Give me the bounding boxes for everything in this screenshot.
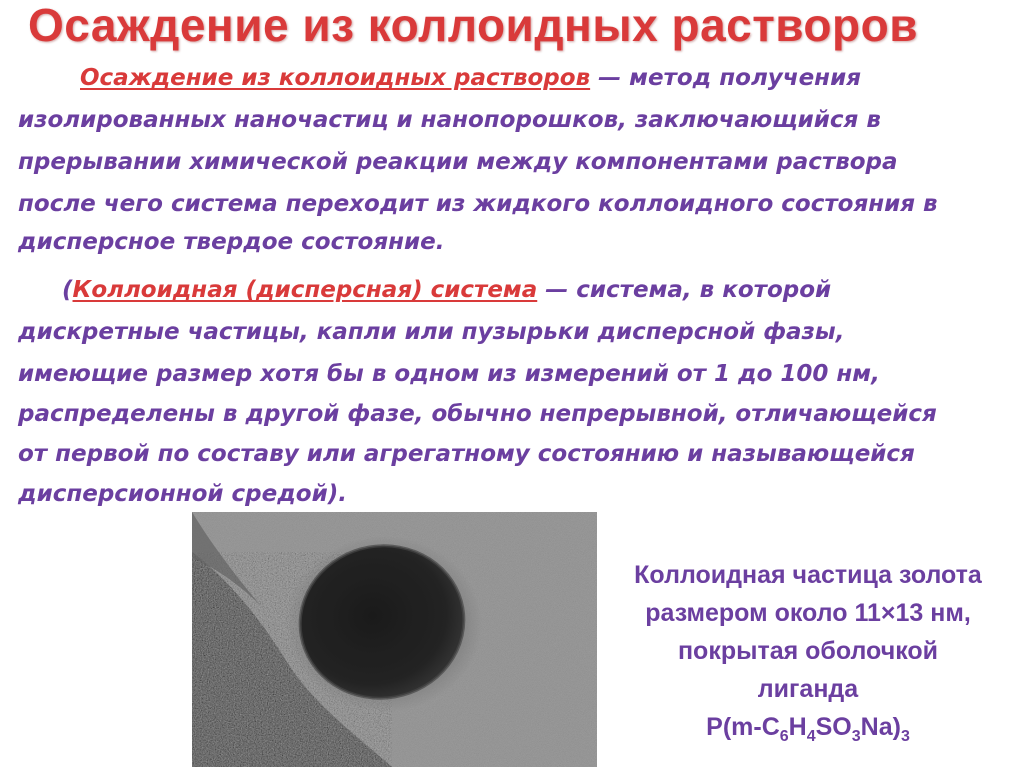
definition2-line-6: дисперсионной средой). — [18, 481, 347, 507]
definition2-line-3: имеющие размер хотя бы в одном из измерений от 1 до 100 нм, — [18, 361, 880, 387]
definition2-line-4: распределены в другой фазе, обычно непрерывной, отличающейся — [18, 401, 937, 427]
definition1-line-4: после чего система переходит из жидкого коллоидного состояния в — [18, 191, 938, 217]
definition1-term: Осаждение из коллоидных растворов — [80, 65, 591, 91]
caption-line-3: покрытая оболочкой — [677, 637, 939, 665]
caption-line-4: лиганда — [757, 675, 859, 703]
definition1-line-1 — [80, 58, 861, 98]
figure-caption — [588, 556, 1024, 756]
definition2-line-2: дискретные частицы, капли или пузырьки дисперсной фазы, — [18, 319, 845, 345]
definition2-text: — система, в которой — [545, 277, 832, 303]
microscopy-image — [192, 512, 597, 767]
caption-formula: $P(m-C_6H_4SO_3Na)_3$ — [706, 713, 910, 745]
caption-line-1: Коллоидная частица золота — [634, 561, 982, 589]
definition2-line-1 — [62, 270, 831, 310]
definition2-open-paren: ( — [62, 277, 73, 303]
definition1-text: — метод получения — [598, 65, 861, 91]
definition1-line-3: прерывании химической реакции между компонентами раствора — [18, 149, 898, 175]
definition2-term: Коллоидная (дисперсная) система — [72, 277, 538, 303]
slide-title: Осаждение из коллоидных растворов — [28, 0, 919, 51]
definition2-line-5: от первой по составу или агрегатному состоянию и называющейся — [18, 441, 915, 467]
caption-line-2: размером около 11×13 нм, — [645, 599, 971, 627]
definition1-line-2: изолированных наночастиц и нанопорошков, заключающийся в — [18, 107, 881, 133]
definition1-line-5: дисперсное твердое состояние. — [18, 229, 445, 255]
